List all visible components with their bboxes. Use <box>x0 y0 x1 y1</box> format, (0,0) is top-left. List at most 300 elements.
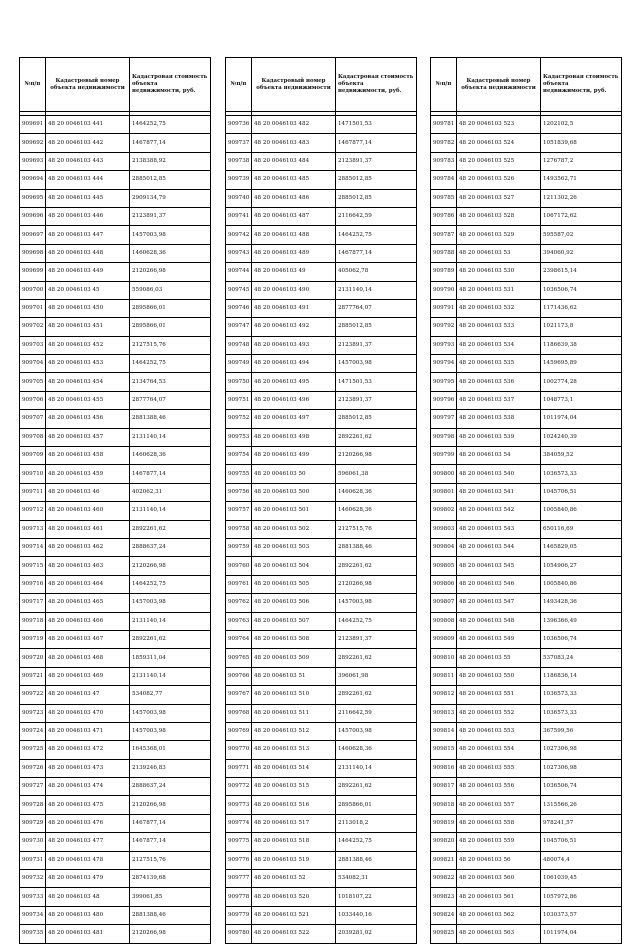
row-number-cell: 909761 <box>226 575 252 593</box>
cadastral-number-cell: 48 20 0046103 460 <box>46 502 130 520</box>
table-row <box>431 116 622 134</box>
row-number-cell: 909809 <box>431 630 457 648</box>
table-row <box>20 116 211 134</box>
cadastral-number-cell: 48 20 0046103 448 <box>46 244 130 262</box>
cadastral-number-cell: 48 20 0046103 535 <box>457 355 541 373</box>
row-number-cell: 909712 <box>20 502 46 520</box>
table-row <box>226 612 417 630</box>
table-row <box>431 152 622 170</box>
table-row <box>20 888 211 906</box>
table-row <box>431 447 622 465</box>
cadastral-number-cell: 48 20 0046103 474 <box>46 778 130 796</box>
cadastral-value-cell: 367599,56 <box>541 722 622 740</box>
row-number-cell: 909782 <box>431 134 457 152</box>
row-number-cell: 909807 <box>431 594 457 612</box>
cadastral-number-cell: 48 20 0046103 529 <box>457 226 541 244</box>
row-number-cell: 909706 <box>20 391 46 409</box>
table-row <box>431 391 622 409</box>
cadastral-number-cell: 48 20 0046103 533 <box>457 318 541 336</box>
cadastral-number-cell: 48 20 0046103 545 <box>457 557 541 575</box>
cadastral-value-cell: 1464252,75 <box>336 226 417 244</box>
table-row <box>431 299 622 317</box>
cadastral-value-cell: 2120266,98 <box>130 557 211 575</box>
table-row <box>226 833 417 851</box>
table-row <box>226 649 417 667</box>
row-number-cell: 909715 <box>20 557 46 575</box>
column-header-cadastral-number: Кадастровый номер объекта недвижимости <box>252 58 336 112</box>
cadastral-number-cell: 48 20 0046103 458 <box>46 447 130 465</box>
table-row <box>226 336 417 354</box>
cadastral-number-cell: 48 20 0046103 493 <box>252 336 336 354</box>
cadastral-number-cell: 48 20 0046103 469 <box>46 667 130 685</box>
row-number-cell: 909769 <box>226 722 252 740</box>
cadastral-value-cell: 1061039,45 <box>541 870 622 888</box>
cadastral-value-cell: 1645368,01 <box>130 741 211 759</box>
cadastral-value-cell: 1005840,86 <box>541 575 622 593</box>
cadastral-value-cell: 1457003,98 <box>130 704 211 722</box>
row-number-cell: 909693 <box>20 152 46 170</box>
cadastral-value-cell: 1036506,74 <box>541 630 622 648</box>
cadastral-value-cell: 2123891,37 <box>130 207 211 225</box>
row-number-cell: 909720 <box>20 649 46 667</box>
cadastral-value-cell: 1202102,5 <box>541 116 622 134</box>
cadastral-number-cell: 48 20 0046103 549 <box>457 630 541 648</box>
cadastral-value-cell: 2127515,76 <box>130 851 211 869</box>
cadastral-number-cell: 48 20 0046103 491 <box>252 299 336 317</box>
cadastral-table-1 <box>19 57 211 944</box>
cadastral-number-cell: 48 20 0046103 446 <box>46 207 130 225</box>
row-number-cell: 909728 <box>20 796 46 814</box>
table-row <box>431 428 622 446</box>
cadastral-number-cell: 48 20 0046103 543 <box>457 520 541 538</box>
row-number-cell: 909697 <box>20 226 46 244</box>
cadastral-value-cell: 2885012,85 <box>130 171 211 189</box>
cadastral-value-cell: 2120266,98 <box>130 796 211 814</box>
row-number-cell: 909810 <box>431 649 457 667</box>
cadastral-number-cell: 48 20 0046103 551 <box>457 686 541 704</box>
row-number-cell: 909742 <box>226 226 252 244</box>
cadastral-number-cell: 48 20 0046103 562 <box>457 906 541 924</box>
row-number-cell: 909811 <box>431 667 457 685</box>
cadastral-value-cell: 534082,77 <box>130 686 211 704</box>
table-row <box>226 686 417 704</box>
row-number-cell: 909784 <box>431 171 457 189</box>
cadastral-number-cell: 48 20 0046103 531 <box>457 281 541 299</box>
cadastral-number-cell: 48 20 0046103 520 <box>252 888 336 906</box>
table-row <box>20 281 211 299</box>
cadastral-number-cell: 48 20 0046103 52 <box>252 870 336 888</box>
table-row <box>20 134 211 152</box>
row-number-cell: 909692 <box>20 134 46 152</box>
table-row <box>226 116 417 134</box>
row-number-cell: 909758 <box>226 520 252 538</box>
cadastral-number-cell: 48 20 0046103 500 <box>252 483 336 501</box>
cadastral-number-cell: 48 20 0046103 523 <box>457 116 541 134</box>
cadastral-value-cell: 2138388,92 <box>130 152 211 170</box>
table-row <box>20 299 211 317</box>
cadastral-value-cell: 978241,57 <box>541 814 622 832</box>
cadastral-value-cell: 2131140,14 <box>130 428 211 446</box>
cadastral-number-cell: 48 20 0046103 452 <box>46 336 130 354</box>
table-row <box>20 373 211 391</box>
table-row <box>226 373 417 391</box>
column-header-cadastral-number: Кадастровый номер объекта недвижимости <box>46 58 130 112</box>
cadastral-number-cell: 48 20 0046103 457 <box>46 428 130 446</box>
cadastral-number-cell: 48 20 0046103 484 <box>252 152 336 170</box>
row-number-cell: 909787 <box>431 226 457 244</box>
cadastral-value-cell: 2881388,46 <box>130 906 211 924</box>
cadastral-number-cell: 48 20 0046103 524 <box>457 134 541 152</box>
row-number-cell: 909755 <box>226 465 252 483</box>
cadastral-number-cell: 48 20 0046103 517 <box>252 814 336 832</box>
table-header-row <box>226 58 417 112</box>
cadastral-number-cell: 48 20 0046103 481 <box>46 925 130 943</box>
table-row <box>226 722 417 740</box>
table-row <box>20 336 211 354</box>
row-number-cell: 909730 <box>20 833 46 851</box>
cadastral-number-cell: 48 20 0046103 453 <box>46 355 130 373</box>
cadastral-value-cell: 2120266,98 <box>336 447 417 465</box>
row-number-cell: 909704 <box>20 355 46 373</box>
cadastral-value-cell: 394060,92 <box>541 244 622 262</box>
table-row <box>20 759 211 777</box>
cadastral-number-cell: 48 20 0046103 485 <box>252 171 336 189</box>
table-header-row <box>20 58 211 112</box>
table-row <box>226 483 417 501</box>
row-number-cell: 909759 <box>226 538 252 556</box>
cadastral-number-cell: 48 20 0046103 541 <box>457 483 541 501</box>
cadastral-value-cell: 1045706,51 <box>541 833 622 851</box>
cadastral-value-cell: 1467877,14 <box>130 465 211 483</box>
cadastral-value-cell: 1276787,2 <box>541 152 622 170</box>
table-row <box>20 502 211 520</box>
cadastral-value-cell: 2123891,37 <box>336 391 417 409</box>
cadastral-number-cell: 48 20 0046103 509 <box>252 649 336 667</box>
cadastral-number-cell: 48 20 0046103 548 <box>457 612 541 630</box>
table-row <box>431 649 622 667</box>
row-number-cell: 909777 <box>226 870 252 888</box>
cadastral-number-cell: 48 20 0046103 488 <box>252 226 336 244</box>
table-row <box>226 796 417 814</box>
row-number-cell: 909762 <box>226 594 252 612</box>
table-row <box>20 207 211 225</box>
cadastral-number-cell: 48 20 0046103 459 <box>46 465 130 483</box>
table-row <box>20 483 211 501</box>
row-number-cell: 909821 <box>431 851 457 869</box>
cadastral-value-cell: 2892261,62 <box>336 649 417 667</box>
cadastral-number-cell: 48 20 0046103 56 <box>457 851 541 869</box>
row-number-cell: 909725 <box>20 741 46 759</box>
cadastral-number-cell: 48 20 0046103 504 <box>252 557 336 575</box>
cadastral-value-cell: 2113018,2 <box>336 814 417 832</box>
cadastral-value-cell: 1036506,74 <box>541 778 622 796</box>
cadastral-number-cell: 48 20 0046103 471 <box>46 722 130 740</box>
cadastral-value-cell: 2123891,37 <box>336 630 417 648</box>
cadastral-number-cell: 48 20 0046103 445 <box>46 189 130 207</box>
table-row <box>431 502 622 520</box>
cadastral-number-cell: 48 20 0046103 54 <box>457 447 541 465</box>
row-number-cell: 909786 <box>431 207 457 225</box>
table-row <box>226 447 417 465</box>
table-row <box>226 575 417 593</box>
cadastral-value-cell: 480074,4 <box>541 851 622 869</box>
table-row <box>226 906 417 924</box>
cadastral-value-cell: 1036573,33 <box>541 704 622 722</box>
table-row <box>431 373 622 391</box>
row-number-cell: 909794 <box>431 355 457 373</box>
cadastral-number-cell: 48 20 0046103 479 <box>46 870 130 888</box>
cadastral-number-cell: 48 20 0046103 544 <box>457 538 541 556</box>
row-number-cell: 909745 <box>226 281 252 299</box>
cadastral-number-cell: 48 20 0046103 470 <box>46 704 130 722</box>
row-number-cell: 909708 <box>20 428 46 446</box>
cadastral-value-cell: 2120266,98 <box>336 575 417 593</box>
table-row <box>226 888 417 906</box>
cadastral-value-cell: 2127515,76 <box>130 336 211 354</box>
cadastral-value-cell: 1493428,36 <box>541 594 622 612</box>
table-row <box>226 263 417 281</box>
table-row <box>431 483 622 501</box>
cadastral-number-cell: 48 20 0046103 441 <box>46 116 130 134</box>
row-number-cell: 909743 <box>226 244 252 262</box>
cadastral-number-cell: 48 20 0046103 473 <box>46 759 130 777</box>
cadastral-number-cell: 48 20 0046103 444 <box>46 171 130 189</box>
cadastral-value-cell: 2120266,98 <box>130 925 211 943</box>
cadastral-value-cell: 1396366,49 <box>541 612 622 630</box>
table-row <box>431 318 622 336</box>
cadastral-number-cell: 48 20 0046103 496 <box>252 391 336 409</box>
table-row <box>431 410 622 428</box>
table-row <box>431 538 622 556</box>
cadastral-value-cell: 2892261,62 <box>130 520 211 538</box>
table-row <box>20 355 211 373</box>
cadastral-value-cell: 2877764,07 <box>130 391 211 409</box>
row-number-cell: 909824 <box>431 906 457 924</box>
table-row <box>431 557 622 575</box>
row-number-cell: 909751 <box>226 391 252 409</box>
table-row <box>226 538 417 556</box>
cadastral-number-cell: 48 20 0046103 519 <box>252 851 336 869</box>
cadastral-number-cell: 48 20 0046103 526 <box>457 171 541 189</box>
cadastral-value-cell: 2892261,62 <box>130 630 211 648</box>
cadastral-value-cell: 2892261,62 <box>336 686 417 704</box>
table-row <box>226 759 417 777</box>
cadastral-value-cell: 1036573,33 <box>541 465 622 483</box>
cadastral-number-cell: 48 20 0046103 516 <box>252 796 336 814</box>
row-number-cell: 909707 <box>20 410 46 428</box>
row-number-cell: 909812 <box>431 686 457 704</box>
row-number-cell: 909772 <box>226 778 252 796</box>
cadastral-value-cell: 2892261,62 <box>336 557 417 575</box>
row-number-cell: 909734 <box>20 906 46 924</box>
cadastral-value-cell: 1051839,68 <box>541 134 622 152</box>
row-number-cell: 909754 <box>226 447 252 465</box>
cadastral-number-cell: 48 20 0046103 508 <box>252 630 336 648</box>
cadastral-value-cell: 2123891,37 <box>336 336 417 354</box>
cadastral-value-cell: 2039281,02 <box>336 925 417 943</box>
cadastral-number-cell: 48 20 0046103 503 <box>252 538 336 556</box>
cadastral-number-cell: 48 20 0046103 467 <box>46 630 130 648</box>
cadastral-value-cell: 1036573,33 <box>541 686 622 704</box>
cadastral-value-cell: 1030373,57 <box>541 906 622 924</box>
table-row <box>431 906 622 924</box>
cadastral-value-cell: 2134764,53 <box>130 373 211 391</box>
cadastral-value-cell: 1027306,98 <box>541 741 622 759</box>
row-number-cell: 909822 <box>431 870 457 888</box>
table-row <box>431 722 622 740</box>
table-row <box>20 465 211 483</box>
table-row <box>20 851 211 869</box>
row-number-cell: 909798 <box>431 428 457 446</box>
table-row <box>431 520 622 538</box>
cadastral-number-cell: 48 20 0046103 522 <box>252 925 336 943</box>
row-number-cell: 909813 <box>431 704 457 722</box>
cadastral-value-cell: 1024240,39 <box>541 428 622 446</box>
cadastral-number-cell: 48 20 0046103 49 <box>252 263 336 281</box>
table-row <box>431 263 622 281</box>
cadastral-number-cell: 48 20 0046103 482 <box>252 116 336 134</box>
cadastral-value-cell: 1464252,75 <box>130 575 211 593</box>
cadastral-number-cell: 48 20 0046103 476 <box>46 814 130 832</box>
cadastral-value-cell: 2120266,98 <box>130 263 211 281</box>
cadastral-number-cell: 48 20 0046103 498 <box>252 428 336 446</box>
table-row <box>226 925 417 943</box>
cadastral-number-cell: 48 20 0046103 527 <box>457 189 541 207</box>
cadastral-number-cell: 48 20 0046103 532 <box>457 299 541 317</box>
cadastral-value-cell: 1467877,14 <box>336 244 417 262</box>
table-row <box>20 814 211 832</box>
cadastral-value-cell: 1067172,62 <box>541 207 622 225</box>
row-number-cell: 909757 <box>226 502 252 520</box>
cadastral-number-cell: 48 20 0046103 464 <box>46 575 130 593</box>
cadastral-number-cell: 48 20 0046103 489 <box>252 244 336 262</box>
cadastral-number-cell: 48 20 0046103 50 <box>252 465 336 483</box>
row-number-cell: 909803 <box>431 520 457 538</box>
cadastral-number-cell: 48 20 0046103 477 <box>46 833 130 851</box>
cadastral-number-cell: 48 20 0046103 555 <box>457 759 541 777</box>
cadastral-number-cell: 48 20 0046103 515 <box>252 778 336 796</box>
cadastral-number-cell: 48 20 0046103 534 <box>457 336 541 354</box>
cadastral-value-cell: 2116642,59 <box>336 207 417 225</box>
cadastral-number-cell: 48 20 0046103 521 <box>252 906 336 924</box>
table-row <box>226 410 417 428</box>
row-number-cell: 909741 <box>226 207 252 225</box>
table-row <box>20 318 211 336</box>
table-row <box>20 189 211 207</box>
cadastral-number-cell: 48 20 0046103 461 <box>46 520 130 538</box>
row-number-cell: 909780 <box>226 925 252 943</box>
cadastral-value-cell: 595587,02 <box>541 226 622 244</box>
table-row <box>226 814 417 832</box>
table-row <box>20 447 211 465</box>
cadastral-value-cell: 1467877,14 <box>130 833 211 851</box>
cadastral-value-cell: 1315566,26 <box>541 796 622 814</box>
row-number-cell: 909768 <box>226 704 252 722</box>
table-row <box>226 630 417 648</box>
cadastral-value-cell: 2885012,85 <box>336 410 417 428</box>
cadastral-value-cell: 1457003,98 <box>130 722 211 740</box>
row-number-cell: 909799 <box>431 447 457 465</box>
row-number-cell: 909775 <box>226 833 252 851</box>
cadastral-number-cell: 48 20 0046103 558 <box>457 814 541 832</box>
row-number-cell: 909717 <box>20 594 46 612</box>
table-row <box>226 778 417 796</box>
cadastral-number-cell: 48 20 0046103 55 <box>457 649 541 667</box>
row-number-cell: 909802 <box>431 502 457 520</box>
table-row <box>431 226 622 244</box>
row-number-cell: 909748 <box>226 336 252 354</box>
row-number-cell: 909699 <box>20 263 46 281</box>
cadastral-number-cell: 48 20 0046103 494 <box>252 355 336 373</box>
table-row <box>20 667 211 685</box>
table-row <box>226 502 417 520</box>
row-number-cell: 909752 <box>226 410 252 428</box>
cadastral-number-cell: 48 20 0046103 537 <box>457 391 541 409</box>
table-row <box>20 263 211 281</box>
row-number-cell: 909801 <box>431 483 457 501</box>
cadastral-value-cell: 2885012,85 <box>336 318 417 336</box>
cadastral-value-cell: 2895866,01 <box>130 299 211 317</box>
cadastral-value-cell: 2131140,14 <box>130 612 211 630</box>
cadastral-value-cell: 2881388,46 <box>336 851 417 869</box>
row-number-cell: 909691 <box>20 116 46 134</box>
row-number-cell: 909733 <box>20 888 46 906</box>
table-row <box>431 704 622 722</box>
table-row <box>431 244 622 262</box>
row-number-cell: 909732 <box>20 870 46 888</box>
cadastral-value-cell: 1467877,14 <box>130 814 211 832</box>
cadastral-value-cell: 1054906,27 <box>541 557 622 575</box>
cadastral-number-cell: 48 20 0046103 492 <box>252 318 336 336</box>
table-row <box>20 557 211 575</box>
table-row <box>226 594 417 612</box>
table-row <box>20 575 211 593</box>
row-number-cell: 909716 <box>20 575 46 593</box>
table-row <box>431 759 622 777</box>
cadastral-number-cell: 48 20 0046103 442 <box>46 134 130 152</box>
table-row <box>226 318 417 336</box>
table-row <box>226 134 417 152</box>
cadastral-number-cell: 48 20 0046103 465 <box>46 594 130 612</box>
table-row <box>226 391 417 409</box>
cadastral-value-cell: 2881388,46 <box>130 410 211 428</box>
cadastral-value-cell: 1005840,86 <box>541 502 622 520</box>
column-header-cadastral-value: Кадастровая стоимость объекта недвижимости, руб. <box>541 58 622 112</box>
table-row <box>20 741 211 759</box>
cadastral-number-cell: 48 20 0046103 559 <box>457 833 541 851</box>
cadastral-number-cell: 48 20 0046103 501 <box>252 502 336 520</box>
cadastral-number-cell: 48 20 0046103 478 <box>46 851 130 869</box>
row-number-cell: 909764 <box>226 630 252 648</box>
row-number-cell: 909760 <box>226 557 252 575</box>
row-number-cell: 909778 <box>226 888 252 906</box>
row-number-cell: 909729 <box>20 814 46 832</box>
cadastral-number-cell: 48 20 0046103 495 <box>252 373 336 391</box>
row-number-cell: 909749 <box>226 355 252 373</box>
cadastral-number-cell: 48 20 0046103 48 <box>46 888 130 906</box>
table-row <box>226 299 417 317</box>
table-row <box>20 778 211 796</box>
cadastral-value-cell: 2131140,14 <box>336 759 417 777</box>
table-row <box>20 704 211 722</box>
row-number-cell: 909709 <box>20 447 46 465</box>
cadastral-value-cell: 405062,78 <box>336 263 417 281</box>
cadastral-value-cell: 1859311,04 <box>130 649 211 667</box>
cadastral-value-cell: 1459695,89 <box>541 355 622 373</box>
cadastral-value-cell: 1045706,51 <box>541 483 622 501</box>
row-number-cell: 909705 <box>20 373 46 391</box>
cadastral-value-cell: 1457003,98 <box>336 355 417 373</box>
